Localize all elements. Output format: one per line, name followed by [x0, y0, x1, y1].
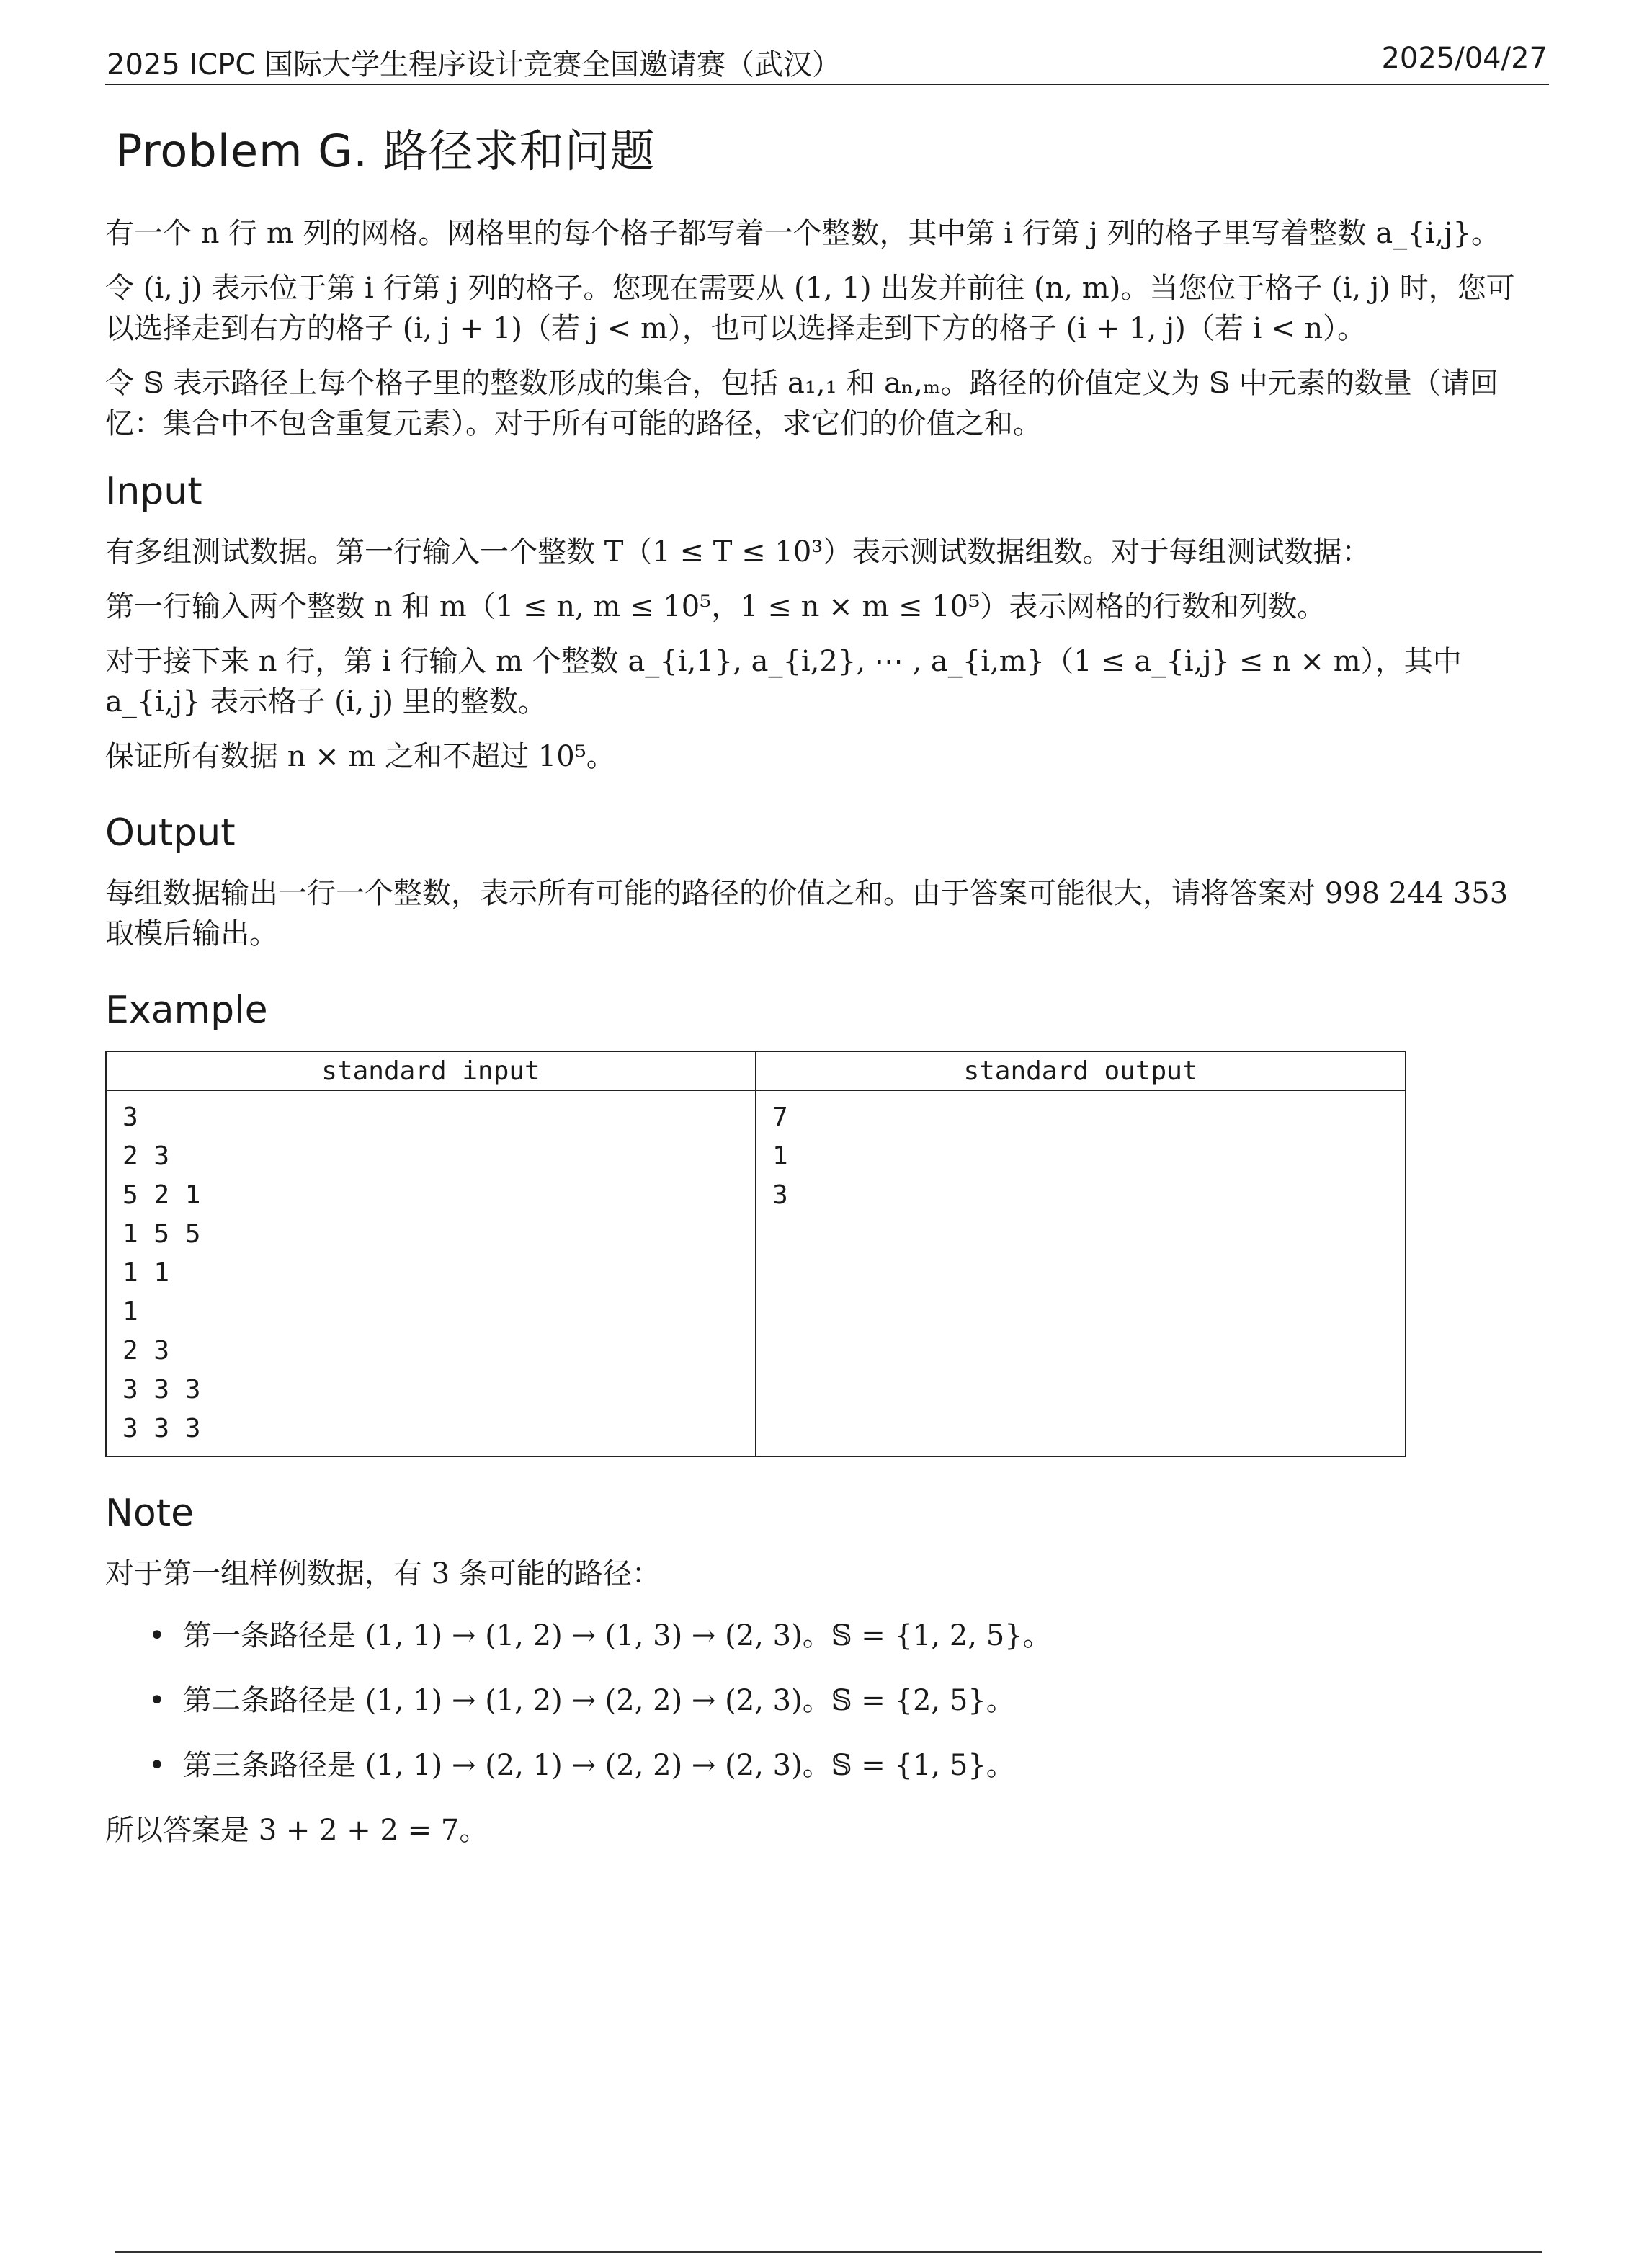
input-line: 5 2 1 — [122, 1180, 201, 1210]
input-line: 3 — [122, 1103, 138, 1132]
problem-title: Problem G. 路径求和问题 — [115, 125, 656, 177]
input-line: 2 3 — [122, 1336, 170, 1366]
path-text: 第二条路径是 (1, 1) → (1, 2) → (2, 2) → (2, 3)。𝕊 = {2, 5}。 — [183, 1684, 1015, 1717]
bullet-icon: • — [148, 1619, 166, 1652]
page-header — [105, 37, 1549, 85]
bullet-icon: • — [148, 1684, 166, 1717]
output-heading: Output — [105, 811, 236, 855]
input-line: 1 1 — [122, 1258, 170, 1288]
note-intro: 对于第一组样例数据，有 3 条可能的路径： — [105, 1557, 661, 1590]
input-paragraph-4: 保证所有数据 n × m 之和不超过 10⁵。 — [105, 740, 615, 773]
statement-paragraph-1: 有一个 n 行 m 列的网格。网格里的每个格子都写着一个整数，其中第 i 行第 j 列的格子里写着整数 a_{i,j}。 — [105, 217, 1500, 250]
example-output-cell — [756, 1090, 1406, 1456]
note-conclusion: 所以答案是 3 + 2 + 2 = 7。 — [105, 1814, 488, 1847]
path-text: 第一条路径是 (1, 1) → (1, 2) → (1, 3) → (2, 3)。𝕊 = {1, 2, 5}。 — [183, 1619, 1052, 1652]
input-paragraph-1: 有多组测试数据。第一行输入一个整数 T（1 ≤ T ≤ 10³）表示测试数据组数。对于每组测试数据： — [105, 535, 1371, 569]
input-paragraph-3: 对于接下来 n 行，第 i 行输入 m 个整数 a_{i,1}, a_{i,2}, ⋯ , a_{i,m}（1 ≤ a_{i,j} ≤ n × m），其中 a_{i,j} 表示格子 (i, j) 里的整数。 — [105, 645, 1462, 718]
example-table — [105, 1051, 1406, 1457]
output-line: 1 — [772, 1141, 788, 1171]
list-item — [148, 1616, 1542, 1656]
input-heading: Input — [105, 470, 202, 513]
contest-name: 2025 ICPC 国际大学生程序设计竞赛全国邀请赛（武汉） — [107, 48, 841, 81]
input-line: 2 3 — [122, 1141, 170, 1171]
note-heading: Note — [105, 1492, 195, 1535]
bullet-icon: • — [148, 1749, 166, 1782]
input-line: 3 3 3 — [122, 1414, 201, 1443]
footer-divider — [115, 2251, 1542, 2253]
example-input-header: standard input — [106, 1051, 756, 1090]
list-item — [148, 1680, 1542, 1721]
input-line: 1 — [122, 1297, 138, 1327]
output-line: 3 — [772, 1180, 788, 1210]
list-item — [148, 1745, 1542, 1786]
statement-paragraph-3: 令 𝕊 表示路径上每个格子里的整数形成的集合，包括 a₁,₁ 和 aₙ,ₘ。路径的价值定义为 𝕊 中元素的数量（请回忆：集合中不包含重复元素）。对于所有可能的路径，求它们的价值之和。 — [105, 367, 1499, 440]
example-input-cell — [106, 1090, 756, 1456]
example-heading: Example — [105, 989, 268, 1032]
contest-date: 2025/04/27 — [1381, 42, 1548, 75]
problem-content — [105, 213, 1542, 1865]
output-line: 7 — [772, 1103, 788, 1132]
input-paragraph-2: 第一行输入两个整数 n 和 m（1 ≤ n, m ≤ 10⁵，1 ≤ n × m ≤ 10⁵）表示网格的行数和列数。 — [105, 590, 1326, 623]
input-line: 3 3 3 — [122, 1375, 201, 1404]
input-line: 1 5 5 — [122, 1219, 201, 1249]
output-paragraph-1: 每组数据输出一行一个整数，表示所有可能的路径的价值之和。由于答案可能很大，请将答案对 998 244 353 取模后输出。 — [105, 877, 1509, 950]
path-list — [148, 1616, 1542, 1786]
example-output-header: standard output — [756, 1051, 1406, 1090]
path-text: 第三条路径是 (1, 1) → (2, 1) → (2, 2) → (2, 3)。𝕊 = {1, 5}。 — [183, 1749, 1015, 1782]
statement-paragraph-2: 令 (i, j) 表示位于第 i 行第 j 列的格子。您现在需要从 (1, 1) 出发并前往 (n, m)。当您位于格子 (i, j) 时，您可以选择走到右方的格子 (i, j + 1)（若 j < m），也可以选择走到下方的格子 (i + 1, j)（若 i < n）。 — [105, 272, 1515, 345]
